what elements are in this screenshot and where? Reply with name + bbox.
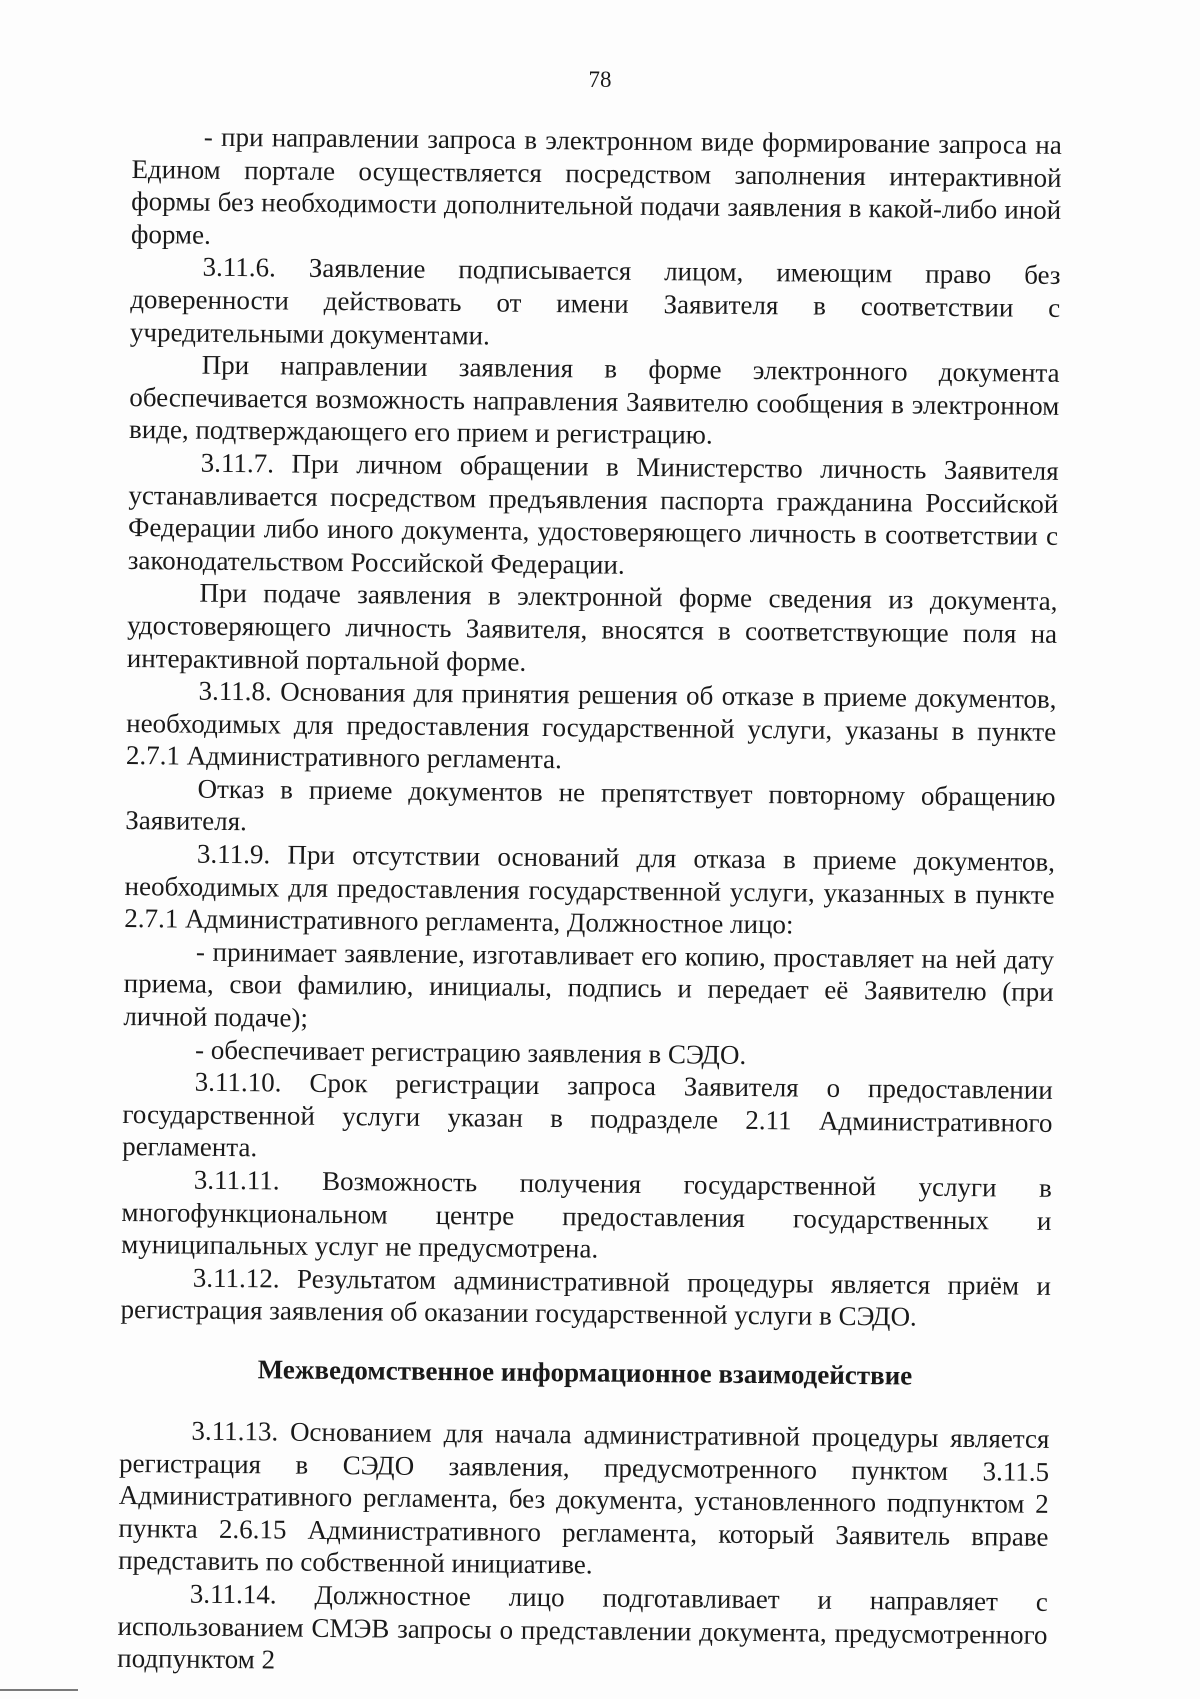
paragraph-electronic-request: - при направлении запроса в электронном виде формирование запроса на Едином портале осуществляется посредством заполнения интерактивной формы без необходимости дополнительной подачи заявления в какой-либо иной форме. (130, 121, 1062, 250)
paragraph-3-11-12: 3.11.12. Результатом административной процедуры является приём и регистрация заявления об оказании государственной услуги в СЭДО. (120, 1262, 1051, 1332)
scan-edge-line (0, 1689, 78, 1691)
paragraph-electronic-document: При направлении заявления в форме электронного документа обеспечивается возможность направления Заявителю сообщения в электронном виде, подтверждающего его прием и регистрацию. (128, 349, 1060, 450)
document-body (117, 120, 1062, 1684)
paragraph-3-11-13: 3.11.13. Основанием для начала административной процедуры является регистрация в СЭДО заявления, предусмотренного пунктом 3.11.5 Административного регламента, без документа, установленного подпунктом 2 пункта 2.6.15 Административного регламента, который Заявитель вправе представить по собственной инициативе. (118, 1415, 1050, 1580)
paragraph-electronic-form: При подаче заявления в электронной форме сведения из документа, удостоверяющего личность Заявителя, вносятся в соответствующие поля на интерактивной портальной форме. (126, 577, 1058, 677)
paragraph-3-11-6: 3.11.6. Заявление подписывается лицом, имеющим право без доверенности действовать от имени Заявителя в соответствии с учредительными документами. (129, 252, 1061, 351)
paragraph-3-11-11: 3.11.11. Возможность получения государственной услуги в многофункциональном центре предоставления государственных и муниципальных услуг не предусмотрена. (121, 1164, 1052, 1264)
paragraph-3-11-8: 3.11.8. Основания для принятия решения об отказе в приеме документов, необходимых для предоставления государственной услуги, указаны в пункте 2.7.1 Административного регламента. (125, 675, 1057, 775)
paragraph-3-11-14: 3.11.14. Должностное лицо подготавливает и направляет с использованием СМЭВ запросы о представлении документа, предусмотренного подпунктом 2 (117, 1578, 1048, 1675)
page-number: 78 (588, 67, 612, 92)
paragraph-registration: - обеспечивает регистрацию заявления в СЭДО. (194, 1034, 747, 1070)
paragraph-3-11-7: 3.11.7. При личном обращении в Министерство личность Заявителя устанавливается посредством предъявления паспорта гражданина Российской Федерации либо иного документа, удостоверяющего личность в соответствии с законодательством Российской Федерации. (127, 447, 1059, 580)
paragraph-accepts-application: - принимает заявление, изготавливает его копию, проставляет на ней дату приема, свои фамилию, инициалы, подпись и передает её Заявителю (при личной подаче); (123, 936, 1055, 1033)
paragraph-3-11-9: 3.11.9. При отсутствии оснований для отказа в приеме документов, необходимых для предоставления государственной услуги, указанных в пункте 2.7.1 Административного регламента, Должностное лицо: (124, 838, 1056, 940)
paragraph-3-11-10: 3.11.10. Срок регистрации запроса Заявителя о предоставлении государственной услуги указан в подразделе 2.11 Административного регламента. (122, 1066, 1053, 1163)
section-heading: Межведомственное информационное взаимодействие (257, 1354, 913, 1391)
paragraph-refusal: Отказ в приеме документов не препятствует повторному обращению Заявителя. (125, 773, 1056, 837)
